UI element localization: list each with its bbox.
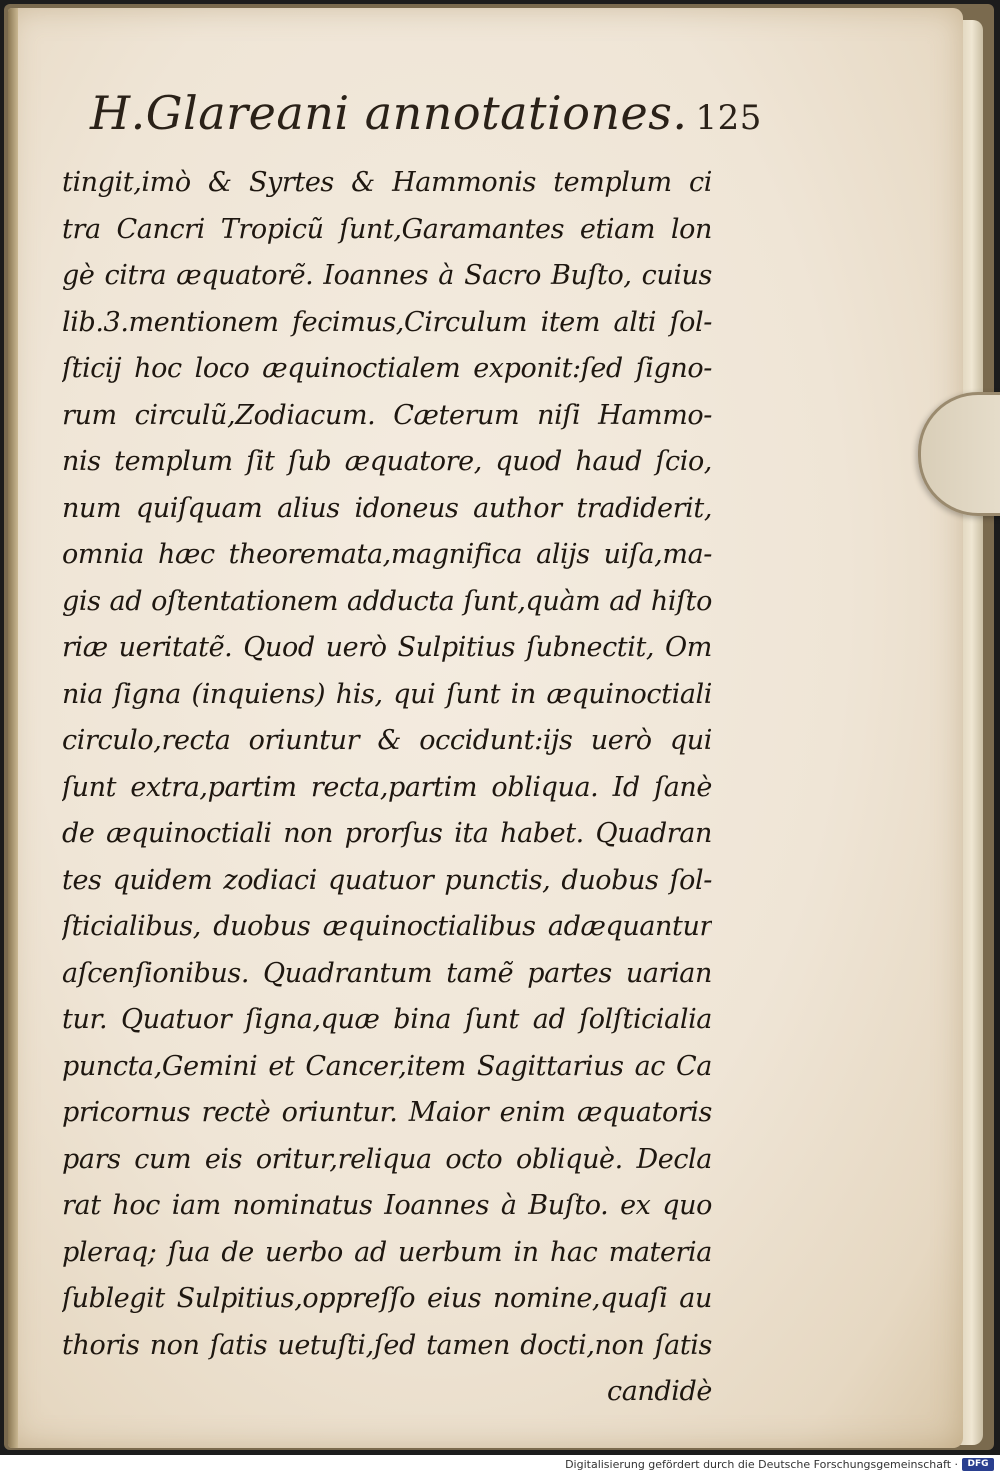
digitization-credit: Digitalisierung gefördert durch die Deutsche Forschungsgemeinschaft · <box>565 1458 958 1471</box>
text-line: pars cum eis oritur,reliqua octo obliquè. Decla <box>62 1143 712 1175</box>
text-line: gis ad oſtentationem adducta ſunt,quàm ad hiſto <box>62 585 712 617</box>
text-line: de æquinoctiali non prorſus ita habet. Quadran <box>62 818 712 849</box>
text-line: nia ſigna (inquiens) his, qui ſunt in æquinoctiali <box>62 678 712 710</box>
page-gutter <box>8 8 18 1448</box>
text-line: ſticialibus, duobus æquinoctialibus adæquantur <box>62 911 712 942</box>
text-line: circulo,recta oriuntur & occidunt:ijs uerò qui <box>62 725 712 756</box>
text-line: omnia hæc theoremata,magnifica alijs uiſa,ma- <box>62 539 712 570</box>
page-number: 125 <box>695 98 762 138</box>
text-line: tes quidem zodiaci quatuor punctis, duobus ſol- <box>62 864 712 896</box>
text-line: pleraq; ſua de uerbo ad uerbum in hac materia <box>62 1236 712 1268</box>
text-line: riæ ueritatẽ. Quod uerò Sulpitius ſubnectit, Om <box>62 632 712 663</box>
text-line: rum circulũ,Zodiacum. Cæterum niſi Hammo- <box>62 399 712 431</box>
text-line: ſunt extra,partim recta,partim obliqua. Id ſanè <box>62 771 712 803</box>
running-head-title: H.Glareani annotationes. <box>90 86 688 140</box>
running-head <box>90 78 762 148</box>
body-text <box>62 160 712 1416</box>
text-line: aſcenſionibus. Quadrantum tamẽ partes uarian <box>62 957 712 989</box>
dfg-logo: DFG <box>962 1458 994 1471</box>
text-line: tingit,imò & Syrtes & Hammonis templum ci <box>62 167 712 198</box>
text-line: tur. Quatuor ſigna,quæ bina ſunt ad ſolſticialia <box>62 1004 712 1035</box>
text-line: pricornus rectè oriuntur. Maior enim æquatoris <box>62 1097 712 1128</box>
text-line: tra Cancri Tropicũ ſunt,Garamantes etiam lon <box>62 213 712 245</box>
text-line: ſticij hoc loco æquinoctialem exponit:ſed ſigno- <box>62 353 712 384</box>
text-line: thoris non ſatis uetuſti,ſed tamen docti,non ſatis <box>62 1329 712 1361</box>
text-line: rat hoc iam nominatus Ioannes à Buſto. ex quo <box>62 1190 712 1221</box>
text-line: puncta,Gemini et Cancer,item Sagittarius ac Ca <box>62 1050 712 1082</box>
text-line: lib.3.mentionem fecimus,Circulum item alti ſol- <box>62 306 712 338</box>
text-line: gè citra æquatorẽ. Ioannes à Sacro Buſto, cuius <box>62 260 712 291</box>
text-line: ſublegit Sulpitius,oppreſſo eius nomine,quaſi au <box>62 1283 712 1314</box>
text-line: candidè <box>607 1376 712 1407</box>
text-line: nis templum ſit ſub æquatore, quod haud ſcio, <box>62 446 712 477</box>
text-line: num quiſquam alius idoneus author tradiderit, <box>62 492 712 524</box>
